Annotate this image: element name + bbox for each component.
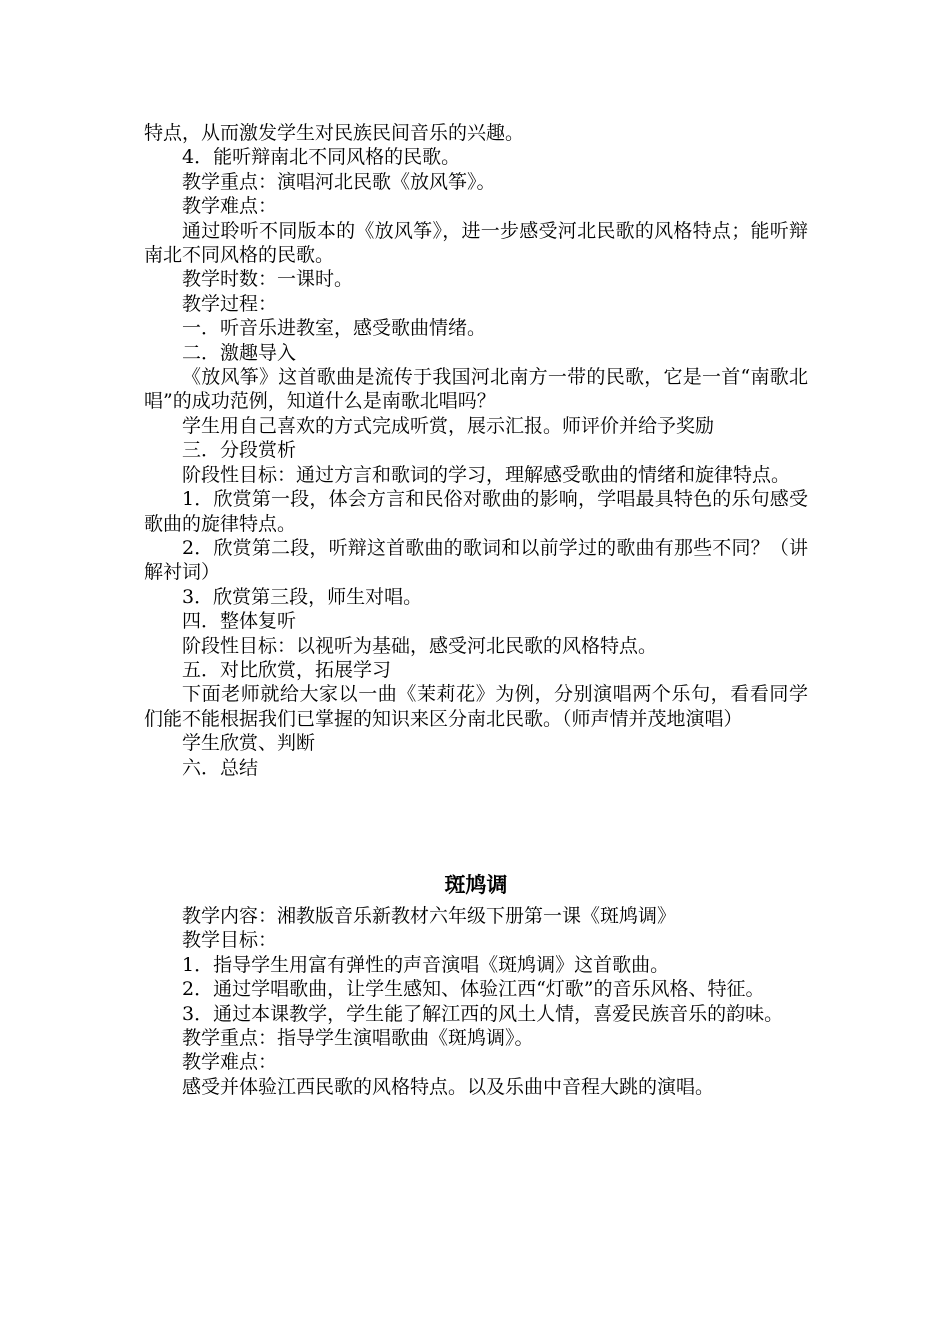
paragraph: 1．指导学生用富有弹性的声音演唱《斑鸠调》这首歌曲。 — [182, 953, 670, 976]
paragraph: 下面老师就给大家以一曲《茉莉花》为例，分别演唱两个乐句，看看同学们能不能根据我们已掌握的知识来区分南北民歌。（师声情并茂地演唱） — [144, 683, 808, 730]
document-body — [144, 121, 808, 1099]
paragraph: 四．整体复听 — [182, 610, 297, 633]
paragraph: 学生用自己喜欢的方式完成听赏，展示汇报。师评价并给予奖励 — [182, 414, 715, 437]
paragraph: 五．对比欣赏，拓展学习 — [182, 658, 392, 681]
paragraph: 教学目标： — [182, 929, 278, 952]
paragraph: 二．激趣导入 — [182, 341, 297, 364]
paragraph: 教学过程： — [182, 292, 278, 315]
paragraph: 学生欣赏、判断 — [182, 732, 316, 755]
section-title: 斑鸠调 — [444, 872, 508, 897]
paragraph: 《放风筝》这首歌曲是流传于我国河北南方一带的民歌，它是一首“南歌北唱”的成功范例，知道什么是南歌北唱吗？ — [144, 366, 808, 413]
paragraph: 1．欣赏第一段，体会方言和民俗对歌曲的影响，学唱最具特色的乐句感受歌曲的旋律特点。 — [144, 488, 808, 535]
paragraph: 教学重点：指导学生演唱歌曲《斑鸠调》。 — [182, 1027, 534, 1049]
paragraph: 阶段性目标：以视听为基础，感受河北民歌的风格特点。 — [182, 634, 658, 657]
paragraph: 教学重点：演唱河北民歌《放风筝》。 — [182, 170, 496, 193]
paragraph: 通过聆听不同版本的《放风筝》，进一步感受河北民歌的风格特点；能听辩南北不同风格的民歌。 — [144, 219, 808, 267]
paragraph: 六．总结 — [182, 756, 259, 779]
paragraph: 特点，从而激发学生对民族民间音乐的兴趣。 — [144, 122, 525, 144]
paragraph: 2．欣赏第二段，听辩这首歌曲的歌词和以前学过的歌曲有那些不同？（讲解衬词） — [144, 536, 808, 584]
paragraph: 3．欣赏第三段，师生对唱。 — [182, 585, 423, 608]
paragraph: 教学难点： — [182, 195, 278, 218]
paragraph: 感受并体验江西民歌的风格特点。以及乐曲中音程大跳的演唱。 — [182, 1075, 715, 1098]
paragraph: 一．听音乐进教室，感受歌曲情绪。 — [182, 317, 487, 340]
paragraph: 教学内容：湘教版音乐新教材六年级下册第一课《斑鸠调》 — [182, 904, 677, 927]
paragraph: 教学难点： — [182, 1051, 278, 1074]
paragraph: 2．通过学唱歌曲，让学生感知、体验江西“灯歌”的音乐风格、特征。 — [182, 978, 765, 1001]
paragraph: 3．通过本课教学，学生能了解江西的风土人情，喜爱民族音乐的韵味。 — [182, 1002, 784, 1025]
paragraph: 阶段性目标：通过方言和歌词的学习，理解感受歌曲的情绪和旋律特点。 — [182, 463, 791, 486]
paragraph: 教学时数：一课时。 — [182, 268, 354, 291]
paragraph: 三．分段赏析 — [182, 439, 297, 462]
paragraph: 4．能听辩南北不同风格的民歌。 — [182, 146, 461, 169]
